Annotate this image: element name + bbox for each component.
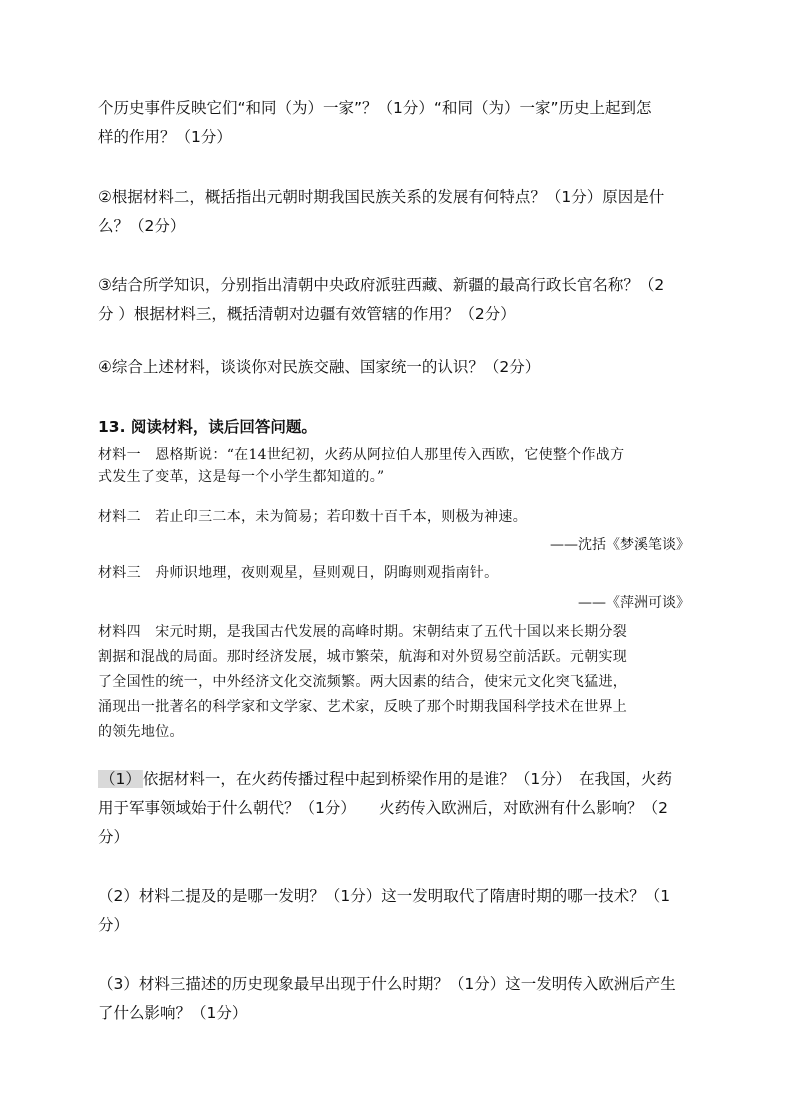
material-3-source: ——《萍洲可谈》 (578, 595, 690, 611)
prev-question-part4 (98, 353, 698, 382)
sub-question-3 (98, 970, 698, 1028)
material-3: 材料三 舟师识地理，夜则观星，昼则观日，阴晦则观指南针。 (98, 565, 499, 581)
text-line: 分） (98, 916, 130, 934)
text-line: 割据和混战的局面。那时经济发展，城市繁荣，航海和对外贸易空前活跃。元朝实现 (98, 649, 628, 665)
text-line: 分） (98, 828, 130, 846)
text-line: 材料一 恩格斯说：“在14世纪初，火药从阿拉伯人那里传入西欧，它使整个作战方 (98, 447, 625, 463)
text-line: 材料四 宋元时期，是我国古代发展的高峰时期。宋朝结束了五代十国以来长期分裂 (98, 624, 628, 640)
material-4 (98, 620, 698, 745)
text-line: （2）材料二提及的是哪一发明？（1分）这一发明取代了隋唐时期的哪一技术？（1 (98, 887, 671, 905)
text-line: 么？（2分） (98, 217, 186, 235)
prev-question-part3 (98, 271, 698, 329)
text-line: 涌现出一批著名的科学家和文学家、艺术家，反映了那个时期我国科学技术在世界上 (98, 699, 628, 715)
material-1 (98, 444, 698, 488)
text-line: （3）材料三描述的历史现象最早出现于什么时期？（1分）这一发明传入欧洲后产生 (98, 975, 676, 993)
text-line (98, 765, 698, 794)
prev-question-part2 (98, 183, 698, 241)
text-line: 用于军事领域始于什么朝代？（1分） 火药传入欧洲后，对欧洲有什么影响？（2 (98, 799, 668, 817)
question-13-title: 13. 阅读材料，读后回答问题。 (98, 418, 317, 436)
text-line: 式发生了变革，这是每一个小学生都知道的。” (98, 469, 385, 485)
prev-question-part1 (98, 94, 698, 152)
sub-question-1-number: （1） (100, 770, 141, 788)
text-line: 样的作用？（1分） (98, 128, 232, 146)
material-2: 材料二 若止印三二本，未为简易；若印数十百千本，则极为神速。 (98, 509, 527, 525)
text-line: 了什么影响？（1分） (98, 1004, 248, 1022)
text-line: ②根据材料二，概括指出元朝时期我国民族关系的发展有何特点？（1分）原因是什 (98, 188, 665, 206)
text-line: 的领先地位。 (98, 724, 184, 740)
sub-question-1 (98, 765, 698, 852)
text-line: 个历史事件反映它们“和同（为）一家”？（1分）“和同（为）一家”历史上起到怎 (98, 99, 652, 117)
material-2-source: ——沈括《梦溪笔谈》 (550, 537, 690, 553)
text-line: 了全国性的统一，中外经济文化交流频繁。两大因素的结合，使宋元文化突飞猛进， (98, 674, 628, 690)
text-line: ③结合所学知识，分别指出清朝中央政府派驻西藏、新疆的最高行政长官名称？（2 (98, 276, 665, 294)
text-line: 分 ）根据材料三，概括清朝对边疆有效管辖的作用？（2分） (98, 305, 516, 323)
sub-question-2 (98, 882, 698, 940)
text-span: 依据材料一，在火药传播过程中起到桥梁作用的是谁？（1分） 在我国，火药 (142, 770, 672, 788)
text-line: ④综合上述材料，谈谈你对民族交融、国家统一的认识？（2分） (98, 358, 541, 376)
